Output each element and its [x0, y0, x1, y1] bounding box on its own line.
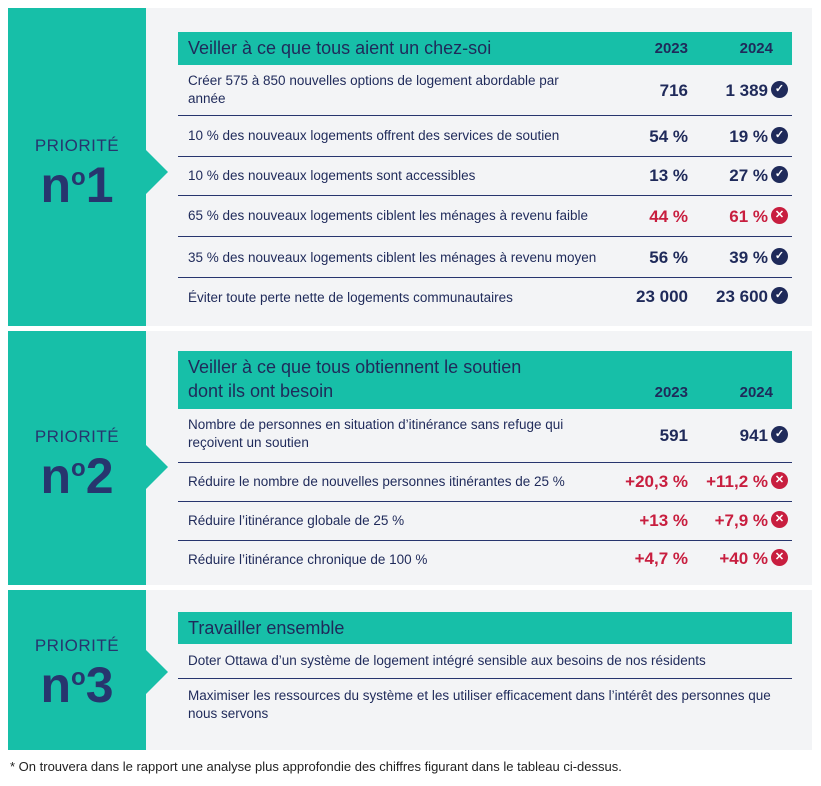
row-label: Nombre de personnes en situation d’itinérance sans refuge qui reçoivent un soutien — [188, 417, 564, 450]
table-row — [178, 237, 792, 278]
x-circle-icon: ✕ — [771, 549, 788, 566]
value-2024: +40 % ✕ — [688, 549, 788, 569]
priority-3-title: Travailler ensemble — [188, 618, 345, 638]
row-label: 10 % des nouveaux logements sont accessibles — [188, 168, 476, 183]
check-circle-icon: ✓ — [771, 426, 788, 443]
value-2023: 13 % — [649, 166, 688, 185]
row-label: Réduire le nombre de nouvelles personnes itinérantes de 25 % — [188, 474, 565, 489]
table-row — [178, 65, 792, 116]
table-row — [178, 463, 792, 502]
value-2024: 61 % ✕ — [688, 207, 788, 227]
table-row — [178, 644, 792, 679]
table-row — [178, 157, 792, 196]
value-2023: 54 % — [649, 127, 688, 146]
year-2023-header: 2023 — [654, 384, 688, 401]
year-2024-header: 2024 — [739, 384, 773, 401]
year-2024-header: 2024 — [739, 40, 773, 57]
priority-2-notch — [146, 445, 168, 489]
table-row — [178, 196, 792, 237]
priority-2-header — [178, 351, 792, 409]
value-2023: +4,7 % — [634, 549, 688, 568]
row-label: Réduire l’itinérance chronique de 100 % — [188, 552, 428, 567]
value-2023: +20,3 % — [625, 472, 688, 491]
priority-3-card — [8, 590, 812, 750]
row-label: Maximiser les ressources du système et les utiliser efficacement dans l’intérêt des personnes que nous servons — [188, 688, 771, 721]
row-label: Doter Ottawa d’un système de logement intégré sensible aux besoins de nos résidents — [188, 653, 706, 668]
table-row — [178, 541, 792, 579]
row-label: Réduire l’itinérance globale de 25 % — [188, 513, 405, 528]
table-row — [178, 116, 792, 157]
value-2024: 19 % ✓ — [688, 127, 788, 147]
priority-3-word: PRIORITÉ — [34, 636, 120, 655]
priority-1-title: Veiller à ce que tous aient un chez-soi — [188, 38, 492, 58]
value-2024: 941 ✓ — [688, 426, 788, 446]
value-2024: 39 % ✓ — [688, 248, 788, 268]
priority-1-card — [8, 8, 812, 326]
value-2024: +11,2 % ✕ — [688, 472, 788, 492]
value-2024: 1 389 ✓ — [688, 81, 788, 101]
priority-2-title-line1: Veiller à ce que tous obtiennent le soutien — [188, 357, 522, 377]
value-2024: 23 600 ✓ — [688, 287, 788, 307]
check-circle-icon: ✓ — [771, 166, 788, 183]
value-2023: 23 000 — [636, 287, 688, 306]
row-label: Créer 575 à 850 nouvelles options de logement abordable par année — [188, 73, 559, 106]
value-2024: 27 % ✓ — [688, 166, 788, 186]
priority-1-number: $n^o1$ — [40, 157, 114, 213]
check-circle-icon: ✓ — [771, 127, 788, 144]
table-row — [178, 409, 792, 463]
value-2024: +7,9 % ✕ — [688, 511, 788, 531]
check-circle-icon: ✓ — [771, 248, 788, 265]
priority-2-number: $n^o2$ — [40, 448, 114, 504]
value-2023: +13 % — [639, 511, 688, 530]
priority-2-title-line2: dont ils ont besoin — [188, 381, 334, 401]
value-2023: 56 % — [649, 248, 688, 267]
priority-2-card — [8, 331, 812, 585]
row-label: 65 % des nouveaux logements ciblent les ménages à revenu faible — [188, 208, 589, 223]
priority-3-notch — [146, 650, 168, 694]
year-2023-header: 2023 — [654, 40, 688, 57]
value-2023: 591 — [659, 426, 688, 445]
x-circle-icon: ✕ — [771, 472, 788, 489]
check-circle-icon: ✓ — [771, 81, 788, 98]
priority-1-word: PRIORITÉ — [34, 136, 120, 155]
check-circle-icon: ✓ — [771, 287, 788, 304]
row-label: 10 % des nouveaux logements offrent des services de soutien — [188, 128, 560, 143]
value-2023: 44 % — [649, 207, 688, 226]
value-2023: 716 — [659, 81, 688, 100]
priority-1-header — [178, 32, 792, 65]
table-row — [178, 502, 792, 541]
priority-3-number: $n^o3$ — [40, 657, 114, 713]
table-row — [178, 679, 792, 733]
priority-3-header — [178, 612, 792, 644]
row-label: 35 % des nouveaux logements ciblent les ménages à revenu moyen — [188, 250, 597, 265]
x-circle-icon: ✕ — [771, 207, 788, 224]
x-circle-icon: ✕ — [771, 511, 788, 528]
priority-1-notch — [146, 150, 168, 194]
row-label: Éviter toute perte nette de logements communautaires — [188, 290, 513, 305]
priority-2-word: PRIORITÉ — [34, 427, 120, 446]
table-row — [178, 278, 792, 318]
footnote: * On trouvera dans le rapport une analyse plus approfondie des chiffres figurant dans le tableau ci-dessus. — [10, 759, 622, 774]
